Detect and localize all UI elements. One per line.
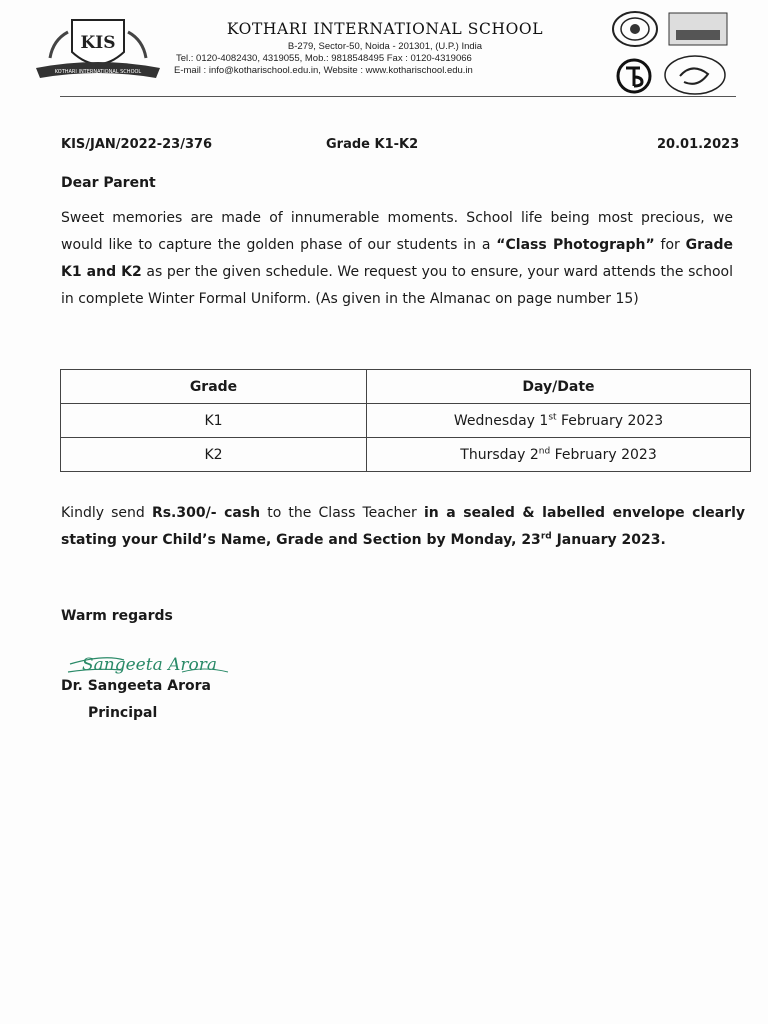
date-ordinal: nd [538,445,551,456]
body-emphasis: Grade K1 and K2 [61,237,733,280]
date-text: Wednesday 1 [453,412,549,429]
payment-text: to the Class Teacher [260,505,424,521]
letterhead-divider [60,96,736,97]
school-address: B-279, Sector-50, Noida - 201301, (U.P.) India [287,41,483,52]
school-logo [28,10,168,86]
payment-text: Kindly send [61,505,152,521]
signature-script: Sangeeta Arora [82,655,218,675]
school-email-website: E-mail : info@kotharischool.edu.in, Website : www.kotharischool.edu.in [174,65,473,76]
date-ordinal: rd [540,531,552,542]
table-header-daydate: Day/Date [367,370,751,404]
table-cell-daydate [367,404,751,438]
payment-emphasis: in a sealed & labelled envelope clearly stating your Child’s Name, Grade and Section by Monday, 23 [61,505,746,548]
payment-emphasis: January 2023. [551,532,666,548]
body-paragraph [61,205,733,313]
body-text: as per the given schedule. We request you to ensure, your ward attends the school in complete Winter Formal Uniform. (As given in the Almanac on page number 15) [61,264,733,307]
letterhead [0,0,768,108]
photograph-schedule-table [60,369,751,472]
certification-logo-icon [614,58,654,94]
closing-regards: Warm regards [61,608,173,624]
signatory-name: Dr. Sangeeta Arora [61,678,211,694]
reference-number: KIS/JAN/2022-23/376 [61,137,213,152]
accreditation-badge-icon [668,12,728,46]
affiliation-seal-icon [610,10,660,48]
date-text: Thursday 2 [460,446,539,463]
reference-grade: Grade K1-K2 [326,137,419,152]
body-emphasis: “Class Photograph” [496,237,655,253]
school-contact: Tel.: 0120-4082430, 4319055, Mob.: 9818548495 Fax : 0120-4319066 [176,53,472,64]
logo-ribbon-text: KOTHARI INTERNATIONAL SCHOOL [54,69,142,75]
salutation: Dear Parent [61,175,156,191]
date-text: February 2023 [556,412,664,429]
table-header-row [61,370,751,404]
payment-amount: Rs.300/- cash [151,505,261,521]
date-ordinal: st [548,411,557,422]
letter-date: 20.01.2023 [657,137,740,152]
table-row [61,404,751,438]
international-award-icon [662,54,728,96]
table-cell-grade: K1 [61,404,367,438]
payment-instructions [61,500,745,554]
date-text: February 2023 [550,446,657,463]
body-text: for [654,237,686,253]
body-text: Sweet memories are made of innumerable moments. School life being most precious, we would like to capture the golden phase of our students in a [61,210,733,253]
table-header-grade: Grade [61,370,367,404]
logo-monogram: KIS [80,33,116,53]
table-row [61,438,751,472]
table-cell-daydate [367,438,751,472]
table-cell-grade: K2 [61,438,367,472]
school-name: KOTHARI INTERNATIONAL SCHOOL [226,20,544,38]
signatory-designation: Principal [88,705,158,721]
